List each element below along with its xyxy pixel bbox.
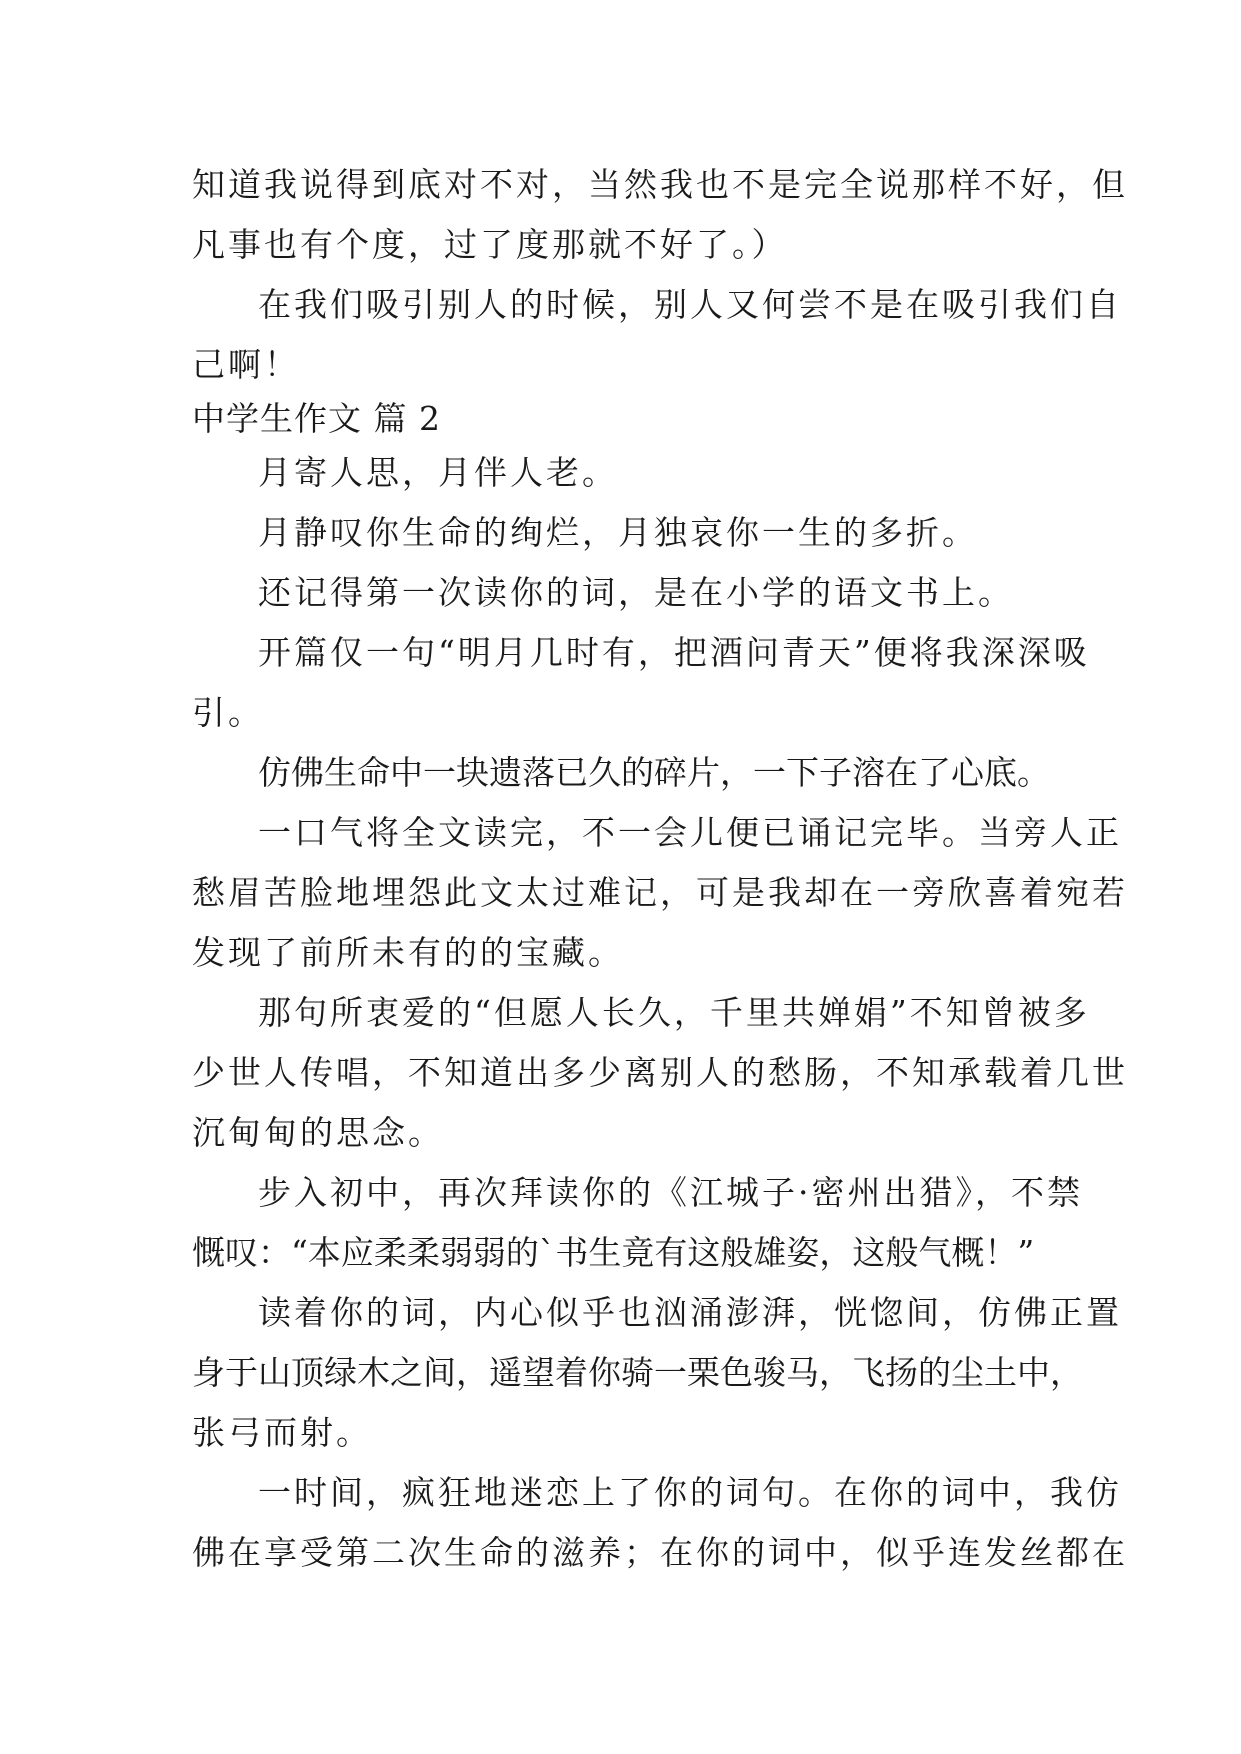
text-line: 步入初中，再次拜读你的《江城子·密州出猎》，不禁: [258, 1173, 1083, 1212]
text-line: 知道我说得到底对不对，当然我也不是完全说那样不好，但: [192, 165, 1128, 204]
text-line: 发现了前所未有的的宝藏。: [192, 933, 624, 972]
text-line: 身于山顶绿木之间，遥望着你骑一栗色骏马，飞扬的尘土中，: [192, 1353, 1083, 1392]
text-line: 佛在享受第二次生命的滋养；在你的词中，似乎连发丝都在: [192, 1533, 1128, 1572]
section-heading: 中学生作文 篇 2: [192, 399, 441, 438]
text-line: 一时间，疯狂地迷恋上了你的词句。在你的词中，我仿: [258, 1473, 1122, 1512]
text-line: 仿佛生命中一块遗落已久的碎片，一下子溶在了心底。: [258, 753, 1050, 792]
text-line: 一口气将全文读完，不一会儿便已诵记完毕。当旁人正: [258, 813, 1122, 852]
text-line: 慨叹：“本应柔柔弱弱的`书生竟有这般雄姿，这般气概！”: [192, 1233, 1035, 1272]
text-line: 月静叹你生命的绚烂，月独哀你一生的多折。: [258, 513, 978, 552]
text-line: 读着你的词，内心似乎也汹涌澎湃，恍惚间，仿佛正置: [258, 1293, 1122, 1332]
text-line: 张弓而射。: [192, 1413, 372, 1452]
text-line: 在我们吸引别人的时候，别人又何尝不是在吸引我们自: [258, 285, 1122, 324]
text-line: 沉甸甸的思念。: [192, 1113, 444, 1152]
text-line: 月寄人思，月伴人老。: [258, 453, 618, 492]
text-line: 少世人传唱，不知道出多少离别人的愁肠，不知承载着几世: [192, 1053, 1128, 1092]
text-line: 己啊！: [192, 345, 300, 384]
text-line: 引。: [192, 693, 264, 732]
text-line: 凡事也有个度，过了度那就不好了。）: [192, 225, 788, 264]
text-line: 愁眉苦脸地埋怨此文太过难记，可是我却在一旁欣喜着宛若: [192, 873, 1128, 912]
text-line: 还记得第一次读你的词，是在小学的语文书上。: [258, 573, 1014, 612]
text-line: 那句所衷爱的“但愿人长久，千里共婵娟”不知曾被多: [258, 993, 1090, 1032]
text-line: 开篇仅一句“明月几时有，把酒问青天”便将我深深吸: [258, 633, 1090, 672]
